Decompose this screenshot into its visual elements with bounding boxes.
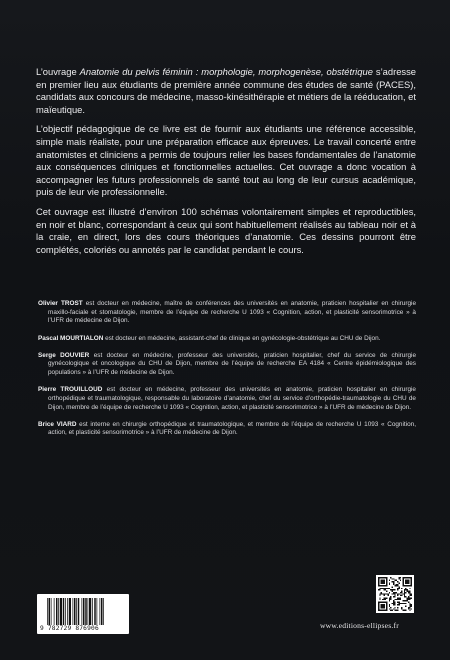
author-bios <box>38 300 416 446</box>
qr-code-icon <box>376 575 414 613</box>
author-description: est docteur en médecine, maître de conférences des universités en anatomie, praticien hospitalier en chirurgie maxillo-faciale et stomatologie, membre de l’équipe de recherche U 1093 « Cognition, action, et plasticité sensorimotrice » à l’UFR de médecine de Dijon. <box>48 300 416 325</box>
intro-p1-end: s’adresse en premier lieu aux étudiants de première année commune des études de santé (PACES), candidats aux concours de médecine, masso-kinésithérapie et métiers de la rééducation, et maïeutique. <box>36 66 417 115</box>
author-description: est interne en chirurgie orthopédique et traumatologique, et membre de l’équipe de recherche U 1093 « Cognition, action, et plasticité sensorimotrice » à l’UFR de médecine de Dijon. <box>48 420 416 437</box>
author-name: Olivier TROST <box>38 300 83 307</box>
author-bio <box>38 352 416 378</box>
intro-text <box>36 66 416 263</box>
author-description: est docteur en médecine, assistant-chef de clinique en gynécologie-obstétrique au CHU de Dijon. <box>103 334 381 342</box>
intro-p1-start: L’ouvrage <box>36 66 80 77</box>
author-bio <box>38 300 416 326</box>
intro-paragraph-2: L’objectif pédagogique de ce livre est de fournir aux étudiants une référence accessible, simple mais réaliste, pour une préparation efficace aux épreuves. Le travail concerté entre anatomistes et cliniciens a permis de toujours relier les bases fondamentales de l’anatomie aux conséquences cliniques et fonctionnelles actuelles. Cet ouvrage a donc vocation à accompagner les futurs professionnels de santé tout au long de leur cursus académique, puis de leur vie professionnelle. <box>36 123 416 198</box>
intro-paragraph-3: Cet ouvrage est illustré d’environ 100 schémas volontairement simples et reproductibles, en noir et blanc, correspondant à ceux qui sont habituellement réalisés au tableau noir et à la craie, en direct, lors des cours théoriques d’anatomie. Ces dessins pourront être complétés, coloriés ou annotés par le candidat pendant le cours. <box>36 205 416 255</box>
book-title: Anatomie du pelvis féminin : morphologie, morphogenèse, obstétrique <box>79 66 373 77</box>
author-description: est docteur en médecine, professeur des universités en anatomie, praticien hospitalier en chirurgie orthopédique et traumatologique, responsable du laboratoire d’anatomie, chef du service d’orthopédie-traumatologie du CHU de Dijon, membre de l’équipe de recherche U 1093 « Cognition, action, et plasticité sensorimotrice » à l’UFR de médecine de Dijon. <box>48 386 416 411</box>
author-description: est docteur en médecine, professeur des universités, praticien hospitalier, chef du service de chirurgie gynécologique et oncologique du CHU de Dijon, membre de l’équipe de recherche EA 4184 « Centre épidémiologique des populations » à l’UFR de médecine de Dijon. <box>48 351 416 376</box>
barcode-digits: 9 782729 876906 <box>40 625 99 632</box>
author-name: Serge DOUVIER <box>38 351 90 359</box>
author-bio <box>38 386 416 412</box>
barcode-icon <box>47 598 123 625</box>
author-bio <box>38 421 416 438</box>
isbn-barcode <box>37 594 129 634</box>
publisher-url: www.editions-ellipses.fr <box>320 621 399 630</box>
intro-paragraph-1 <box>36 66 416 116</box>
author-name: Pascal MOURTIALON <box>38 334 104 342</box>
author-name: Brice VIARD <box>38 420 77 428</box>
author-name: Pierre TROUILLOUD <box>38 386 103 394</box>
author-bio <box>38 335 416 344</box>
